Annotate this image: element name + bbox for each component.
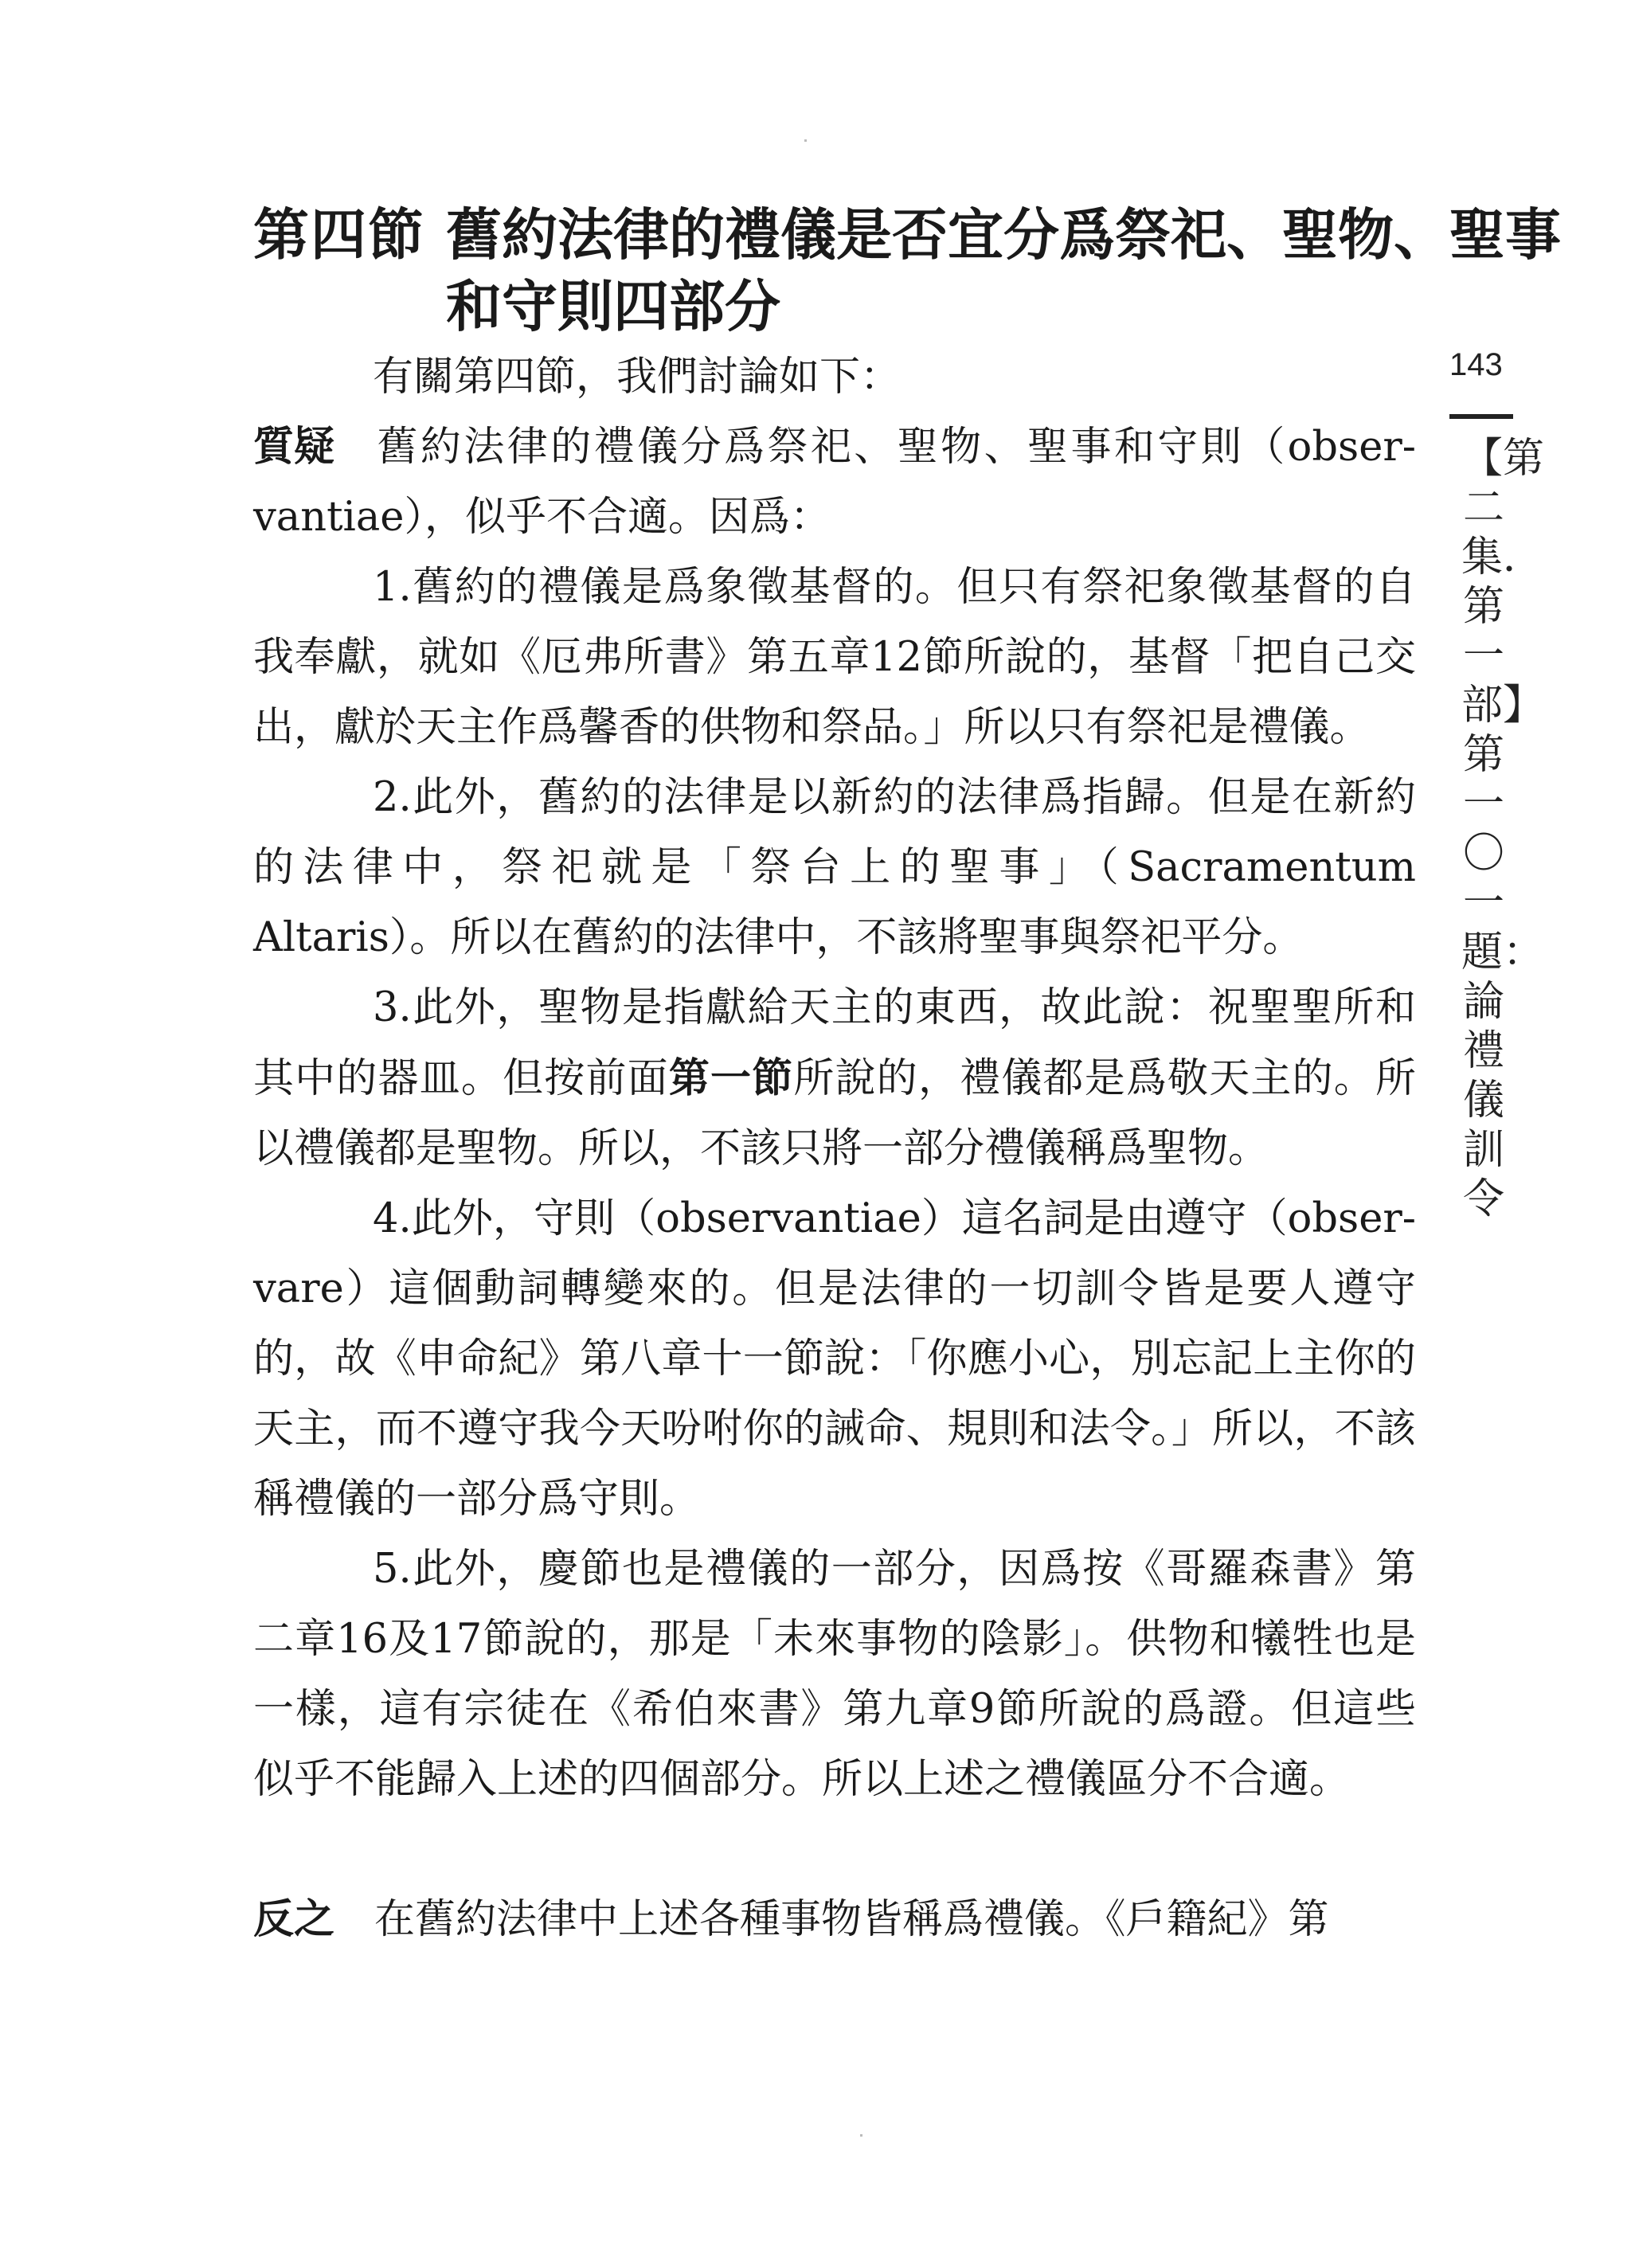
argument-3-end: 所說的，禮儀都是爲敬天主的。所以禮儀都是聖物。所以，不該只將一部分禮儀稱爲聖物。 [253, 1055, 1416, 1172]
scripture-quote: 未來事物的陰影 [772, 1616, 1064, 1663]
running-head: 【第二集．第一部】第一〇一題：論禮儀訓令 [1461, 435, 1545, 1223]
scripture-quote: 你應小心，別忘記上主你的天主，而不遵守我今天吩咐你的誡命、規則和法令。 [253, 1335, 1416, 1453]
argument-1-end: 」所以只有祭祀是禮儀。 [923, 704, 1371, 751]
main-text [253, 342, 1416, 1955]
argument-5 [253, 1535, 1416, 1815]
scan-speck [860, 2134, 862, 2137]
argument-3 [253, 973, 1416, 1184]
margin-rule [1449, 414, 1513, 419]
paragraph-gap [253, 1815, 1416, 1885]
argument-5-end: 」。供物和犧牲也是一樣，這有宗徒在《希伯來書》第九章9節所說的爲證。但這些似乎不能歸入上述的四個部分。所以上述之禮儀區分不合適。 [253, 1616, 1416, 1803]
section-title-line1: 舊約法律的禮儀是否宜分爲祭祀、聖物、聖事 [446, 201, 1561, 268]
section-number: 第四節 [253, 201, 425, 268]
intro-paragraph: 有關第四節，我們討論如下： [373, 354, 902, 401]
argument-4-end: 」所以，不該稱禮儀的一部分爲守則。 [253, 1406, 1416, 1523]
scan-speck [804, 139, 807, 142]
argument-2: 2.此外，舊約的法律是以新約的法律爲指歸。但是在新約的法律中，祭祀就是「祭台上的聖事」（Sacramentum Altaris）。所以在舊約的法律中，不該將聖事與祭祀平分。 [253, 774, 1416, 961]
cross-reference: 第一節 [668, 1054, 794, 1102]
argument-5-text: 5.此外，慶節也是禮儀的一部分，因爲按《哥羅森書》第二章16及17節說的，那是「 [253, 1546, 1416, 1663]
scripture-quote: 把自己交出，獻於天主作爲馨香的供物和祭品。 [253, 634, 1416, 751]
argument-3-text: 3.此外，聖物是指獻給天主的東西，故此說：祝聖聖所和其中的器皿。但按前面 [253, 984, 1416, 1102]
contra-paragraph [253, 1885, 1416, 1955]
argument-1 [253, 553, 1416, 763]
section-title-line2: 和守則四部分 [446, 273, 780, 339]
contra-text: 在舊約法律中上述各種事物皆稱爲禮儀。《戶籍紀》第 [374, 1896, 1329, 1943]
objection-paragraph [253, 413, 1416, 553]
objection-label: 質疑 [253, 424, 335, 471]
argument-4 [253, 1184, 1416, 1535]
page-number: 143 [1449, 347, 1503, 382]
argument-1-text: 1.舊約的禮儀是爲象徵基督的。但只有祭祀象徵基督的自我奉獻，就如《厄弗所書》第五章12節所說的，基督「 [253, 564, 1416, 681]
argument-4-text: 4.此外，守則（observantiae）這名詞是由遵守（obser-vare）這個動詞轉變來的。但是法律的一切訓令皆是要人遵守的，故《申命紀》第八章十一節說：「 [253, 1195, 1416, 1382]
objection-text: 舊約法律的禮儀分爲祭祀、聖物、聖事和守則（obser-vantiae），似乎不合適。因爲： [253, 424, 1416, 541]
contra-label: 反之 [253, 1896, 335, 1943]
